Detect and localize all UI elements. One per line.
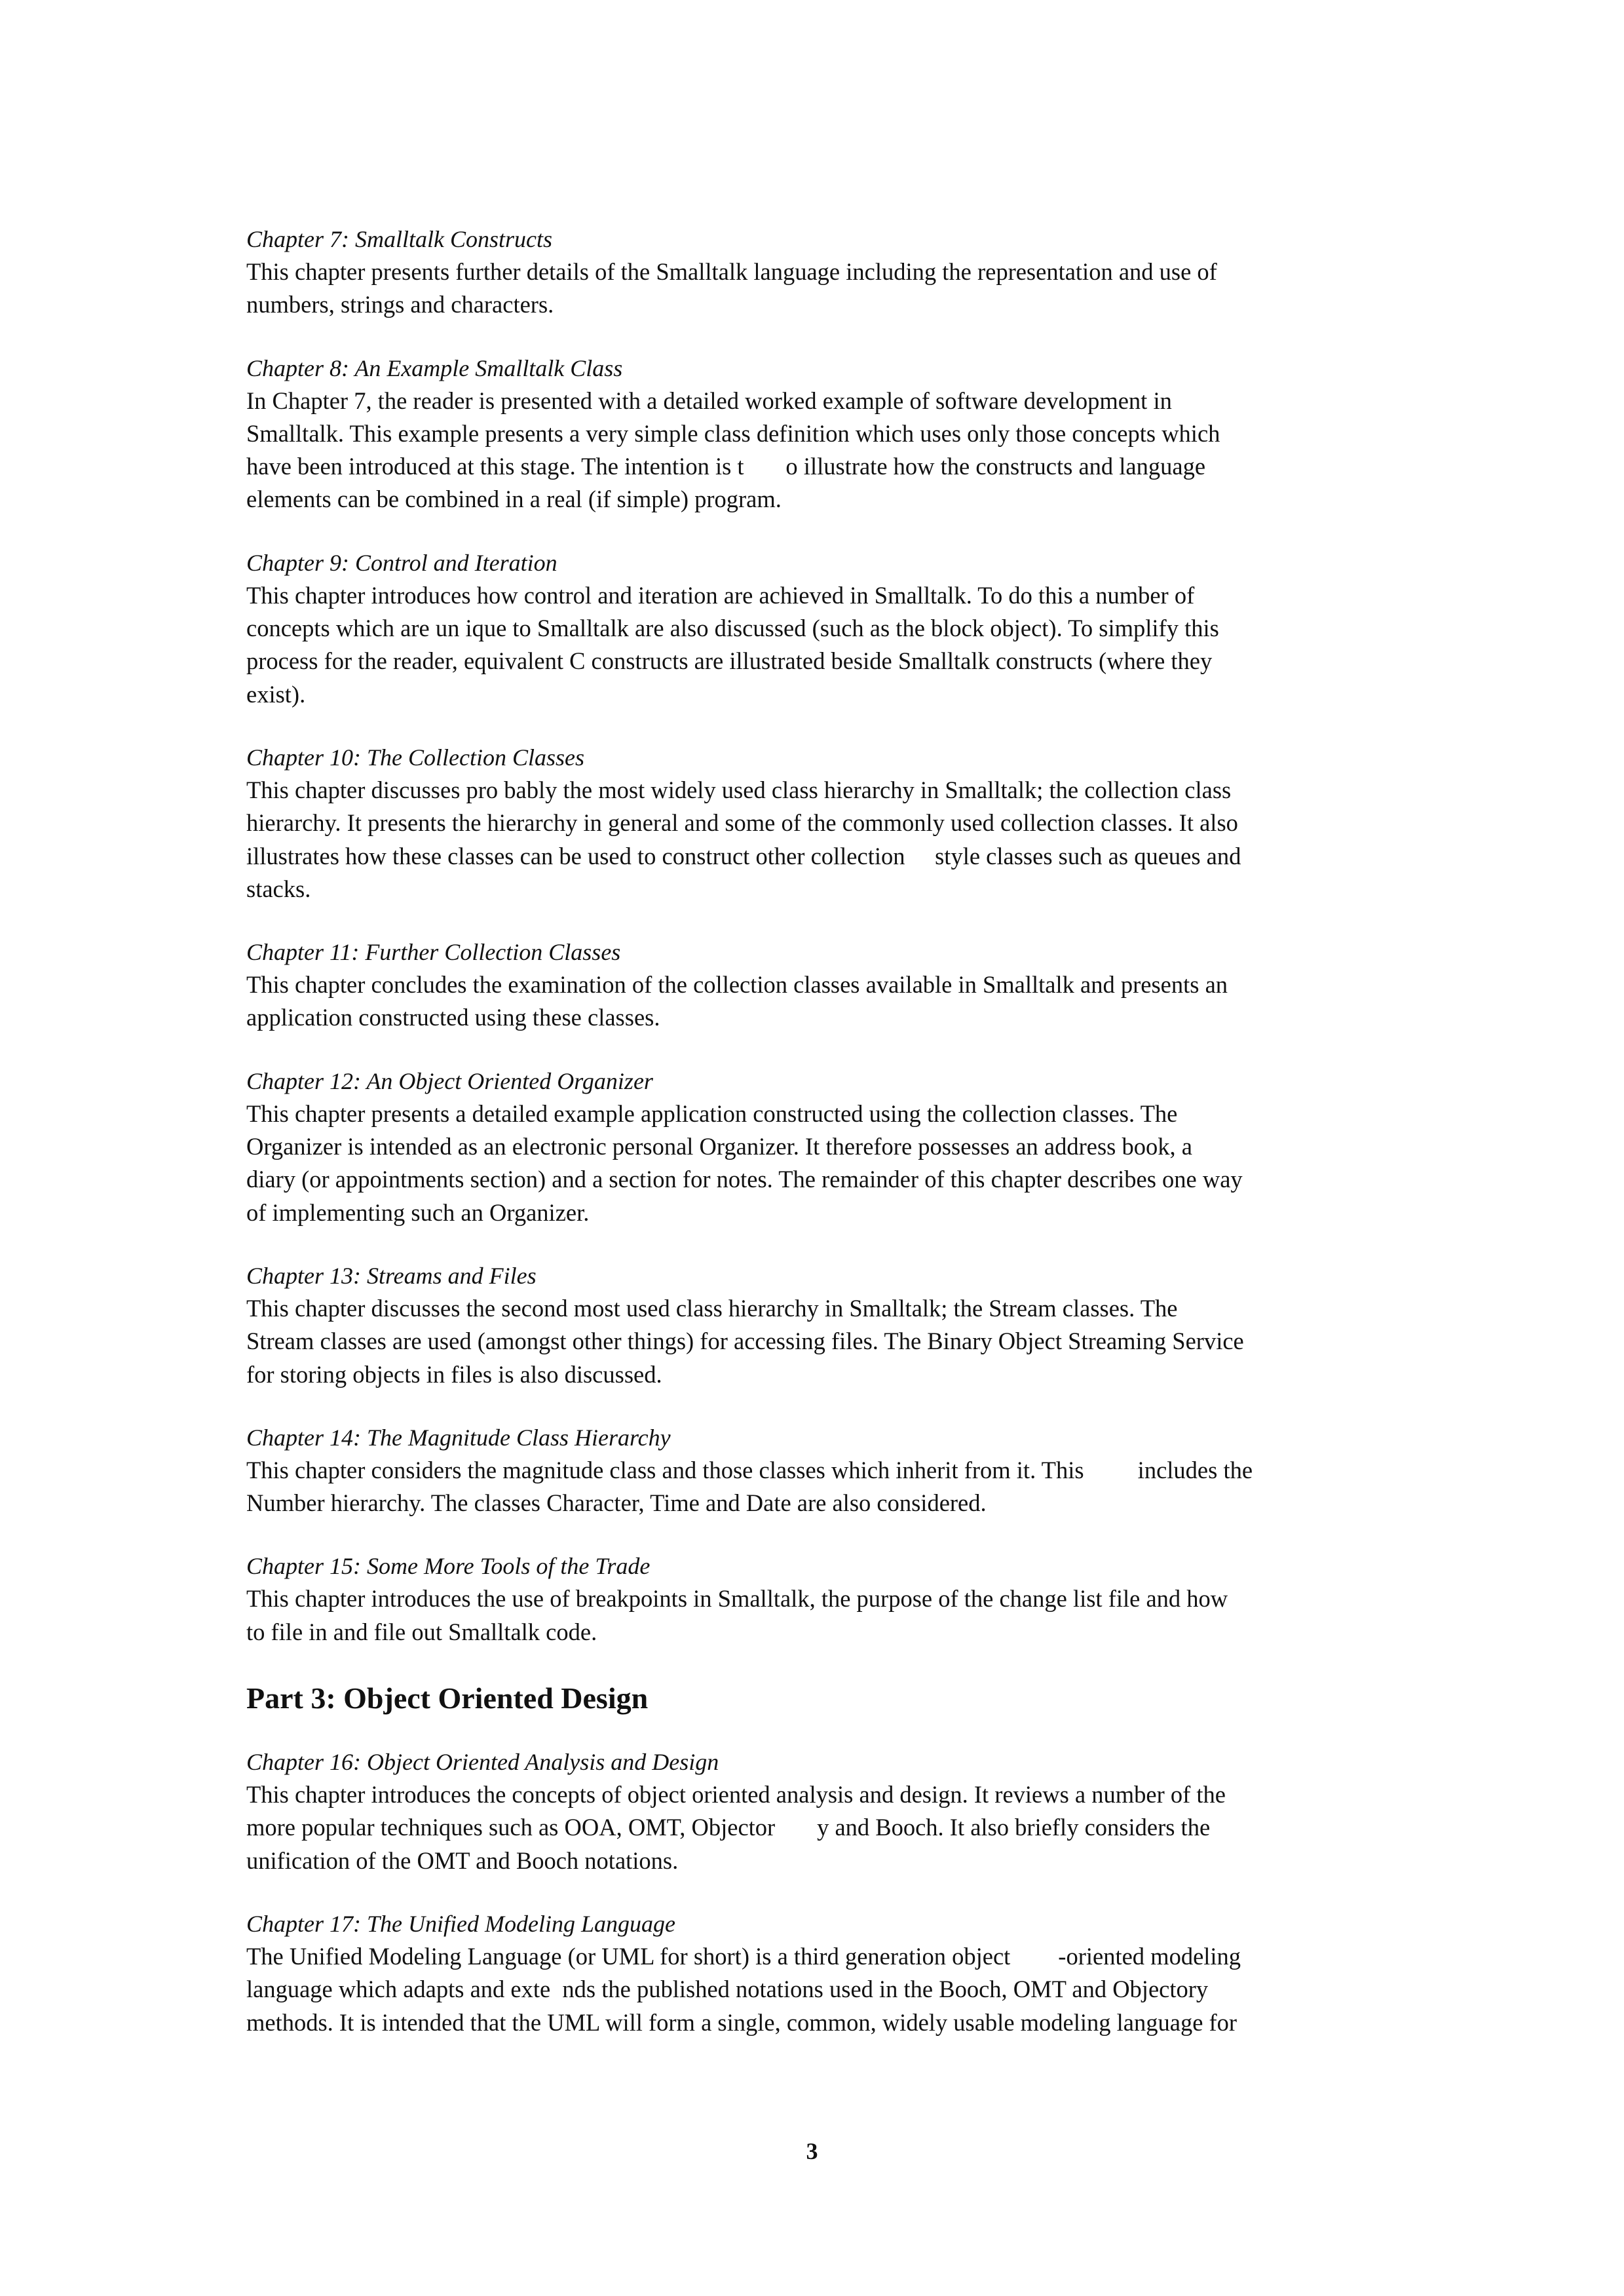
chapter-description bbox=[246, 1292, 1399, 1391]
chapter-description bbox=[246, 1582, 1399, 1649]
chapter-title: Chapter 12: An Object Oriented Organizer bbox=[246, 1067, 653, 1094]
page-number: 3 bbox=[806, 2138, 818, 2164]
text-line: illustrates how these classes can be used to construct other collection style classes such as queues and bbox=[246, 842, 1241, 870]
chapter-7-section bbox=[246, 223, 1399, 322]
chapter-title: Chapter 7: Smalltalk Constructs bbox=[246, 226, 552, 252]
text-line: This chapter concludes the examination of the collection classes available in Smalltalk and presents an bbox=[246, 971, 1228, 999]
chapter-12-section bbox=[246, 1065, 1399, 1229]
text-line: of implementing such an Organizer. bbox=[246, 1198, 590, 1226]
text-line: have been introduced at this stage. The intention is t o illustrate how the constructs and language bbox=[246, 453, 1206, 480]
chapter-description bbox=[246, 579, 1399, 711]
text-line: application constructed using these classes. bbox=[246, 1004, 660, 1031]
text-line: This chapter considers the magnitude class and those classes which inherit from it. This includes the bbox=[246, 1456, 1253, 1483]
chapter-11-section bbox=[246, 936, 1399, 1035]
chapter-16-section bbox=[246, 1746, 1399, 1877]
text-line: The Unified Modeling Language (or UML for short) is a third generation object -oriented modeling bbox=[246, 1942, 1241, 1970]
text-line: This chapter presents further details of the Smalltalk language including the representation and use of bbox=[246, 258, 1217, 285]
text-line: unification of the OMT and Booch notations. bbox=[246, 1846, 679, 1874]
text-line: This chapter introduces how control and iteration are achieved in Smalltalk. To do this a number of bbox=[246, 581, 1195, 609]
chapter-description bbox=[246, 1940, 1399, 2039]
chapter-title: Chapter 15: Some More Tools of the Trade bbox=[246, 1553, 651, 1580]
chapter-title: Chapter 9: Control and Iteration bbox=[246, 549, 557, 576]
text-line: In Chapter 7, the reader is presented with a detailed worked example of software development in bbox=[246, 387, 1172, 414]
chapter-description bbox=[246, 774, 1399, 906]
text-line: for storing objects in files is also discussed. bbox=[246, 1360, 662, 1388]
chapter-description bbox=[246, 1454, 1399, 1520]
text-line: Number hierarchy. The classes Character, Time and Date are also considered. bbox=[246, 1489, 987, 1517]
part-3-heading: Part 3: Object Oriented Design bbox=[246, 1681, 649, 1715]
chapter-description bbox=[246, 1098, 1399, 1229]
text-line: methods. It is intended that the UML will form a single, common, widely usable modeling language for bbox=[246, 2008, 1237, 2036]
chapter-description bbox=[246, 968, 1399, 1035]
chapter-description bbox=[246, 1778, 1399, 1877]
text-line: Organizer is intended as an electronic personal Organizer. It therefore possesses an address book, a bbox=[246, 1133, 1192, 1160]
chapter-title: Chapter 13: Streams and Files bbox=[246, 1262, 537, 1289]
text-line: stacks. bbox=[246, 875, 311, 902]
text-line: This chapter discusses pro bably the most widely used class hierarchy in Smalltalk; the collection class bbox=[246, 776, 1232, 803]
text-line: diary (or appointments section) and a section for notes. The remainder of this chapter describes one way bbox=[246, 1166, 1243, 1193]
chapter-17-section bbox=[246, 1907, 1399, 2039]
chapter-10-section bbox=[246, 741, 1399, 906]
page-content bbox=[246, 223, 1399, 2069]
chapter-title: Chapter 11: Further Collection Classes bbox=[246, 939, 621, 966]
chapter-8-section bbox=[246, 352, 1399, 516]
chapter-9-section bbox=[246, 546, 1399, 711]
chapter-title: Chapter 14: The Magnitude Class Hierarchy bbox=[246, 1424, 671, 1451]
text-line: Stream classes are used (amongst other things) for accessing files. The Binary Object Streaming Service bbox=[246, 1328, 1244, 1355]
chapter-title: Chapter 16: Object Oriented Analysis and Design bbox=[246, 1749, 719, 1776]
text-line: exist). bbox=[246, 680, 306, 708]
text-line: This chapter introduces the concepts of object oriented analysis and design. It reviews a number of the bbox=[246, 1781, 1226, 1808]
chapter-15-section bbox=[246, 1550, 1399, 1649]
chapter-title: Chapter 10: The Collection Classes bbox=[246, 744, 584, 771]
text-line: language which adapts and exte nds the published notations used in the Booch, OMT and Objectory bbox=[246, 1976, 1209, 2003]
text-line: This chapter introduces the use of breakpoints in Smalltalk, the purpose of the change list file and how bbox=[246, 1585, 1228, 1613]
text-line: This chapter presents a detailed example application constructed using the collection classes. The bbox=[246, 1100, 1178, 1127]
chapter-description bbox=[246, 385, 1399, 516]
text-line: process for the reader, equivalent C constructs are illustrated beside Smalltalk constructs (where they bbox=[246, 647, 1213, 675]
chapter-14-section bbox=[246, 1421, 1399, 1520]
text-line: to file in and file out Smalltalk code. bbox=[246, 1618, 597, 1645]
text-line: numbers, strings and characters. bbox=[246, 291, 554, 318]
text-line: Smalltalk. This example presents a very simple class definition which uses only those concepts which bbox=[246, 419, 1220, 447]
text-line: hierarchy. It presents the hierarchy in general and some of the commonly used collection classes. It also bbox=[246, 809, 1238, 837]
chapter-13-section bbox=[246, 1259, 1399, 1391]
chapter-title: Chapter 8: An Example Smalltalk Class bbox=[246, 354, 623, 381]
chapter-title: Chapter 17: The Unified Modeling Language bbox=[246, 1910, 675, 1937]
text-line: concepts which are un ique to Smalltalk are also discussed (such as the block object). To simplify this bbox=[246, 615, 1219, 642]
text-line: more popular techniques such as OOA, OMT, Objector y and Booch. It also briefly considers the bbox=[246, 1814, 1211, 1841]
text-line: elements can be combined in a real (if simple) program. bbox=[246, 486, 782, 513]
chapter-description bbox=[246, 256, 1399, 322]
text-line: This chapter discusses the second most used class hierarchy in Smalltalk; the Stream classes. The bbox=[246, 1294, 1178, 1322]
